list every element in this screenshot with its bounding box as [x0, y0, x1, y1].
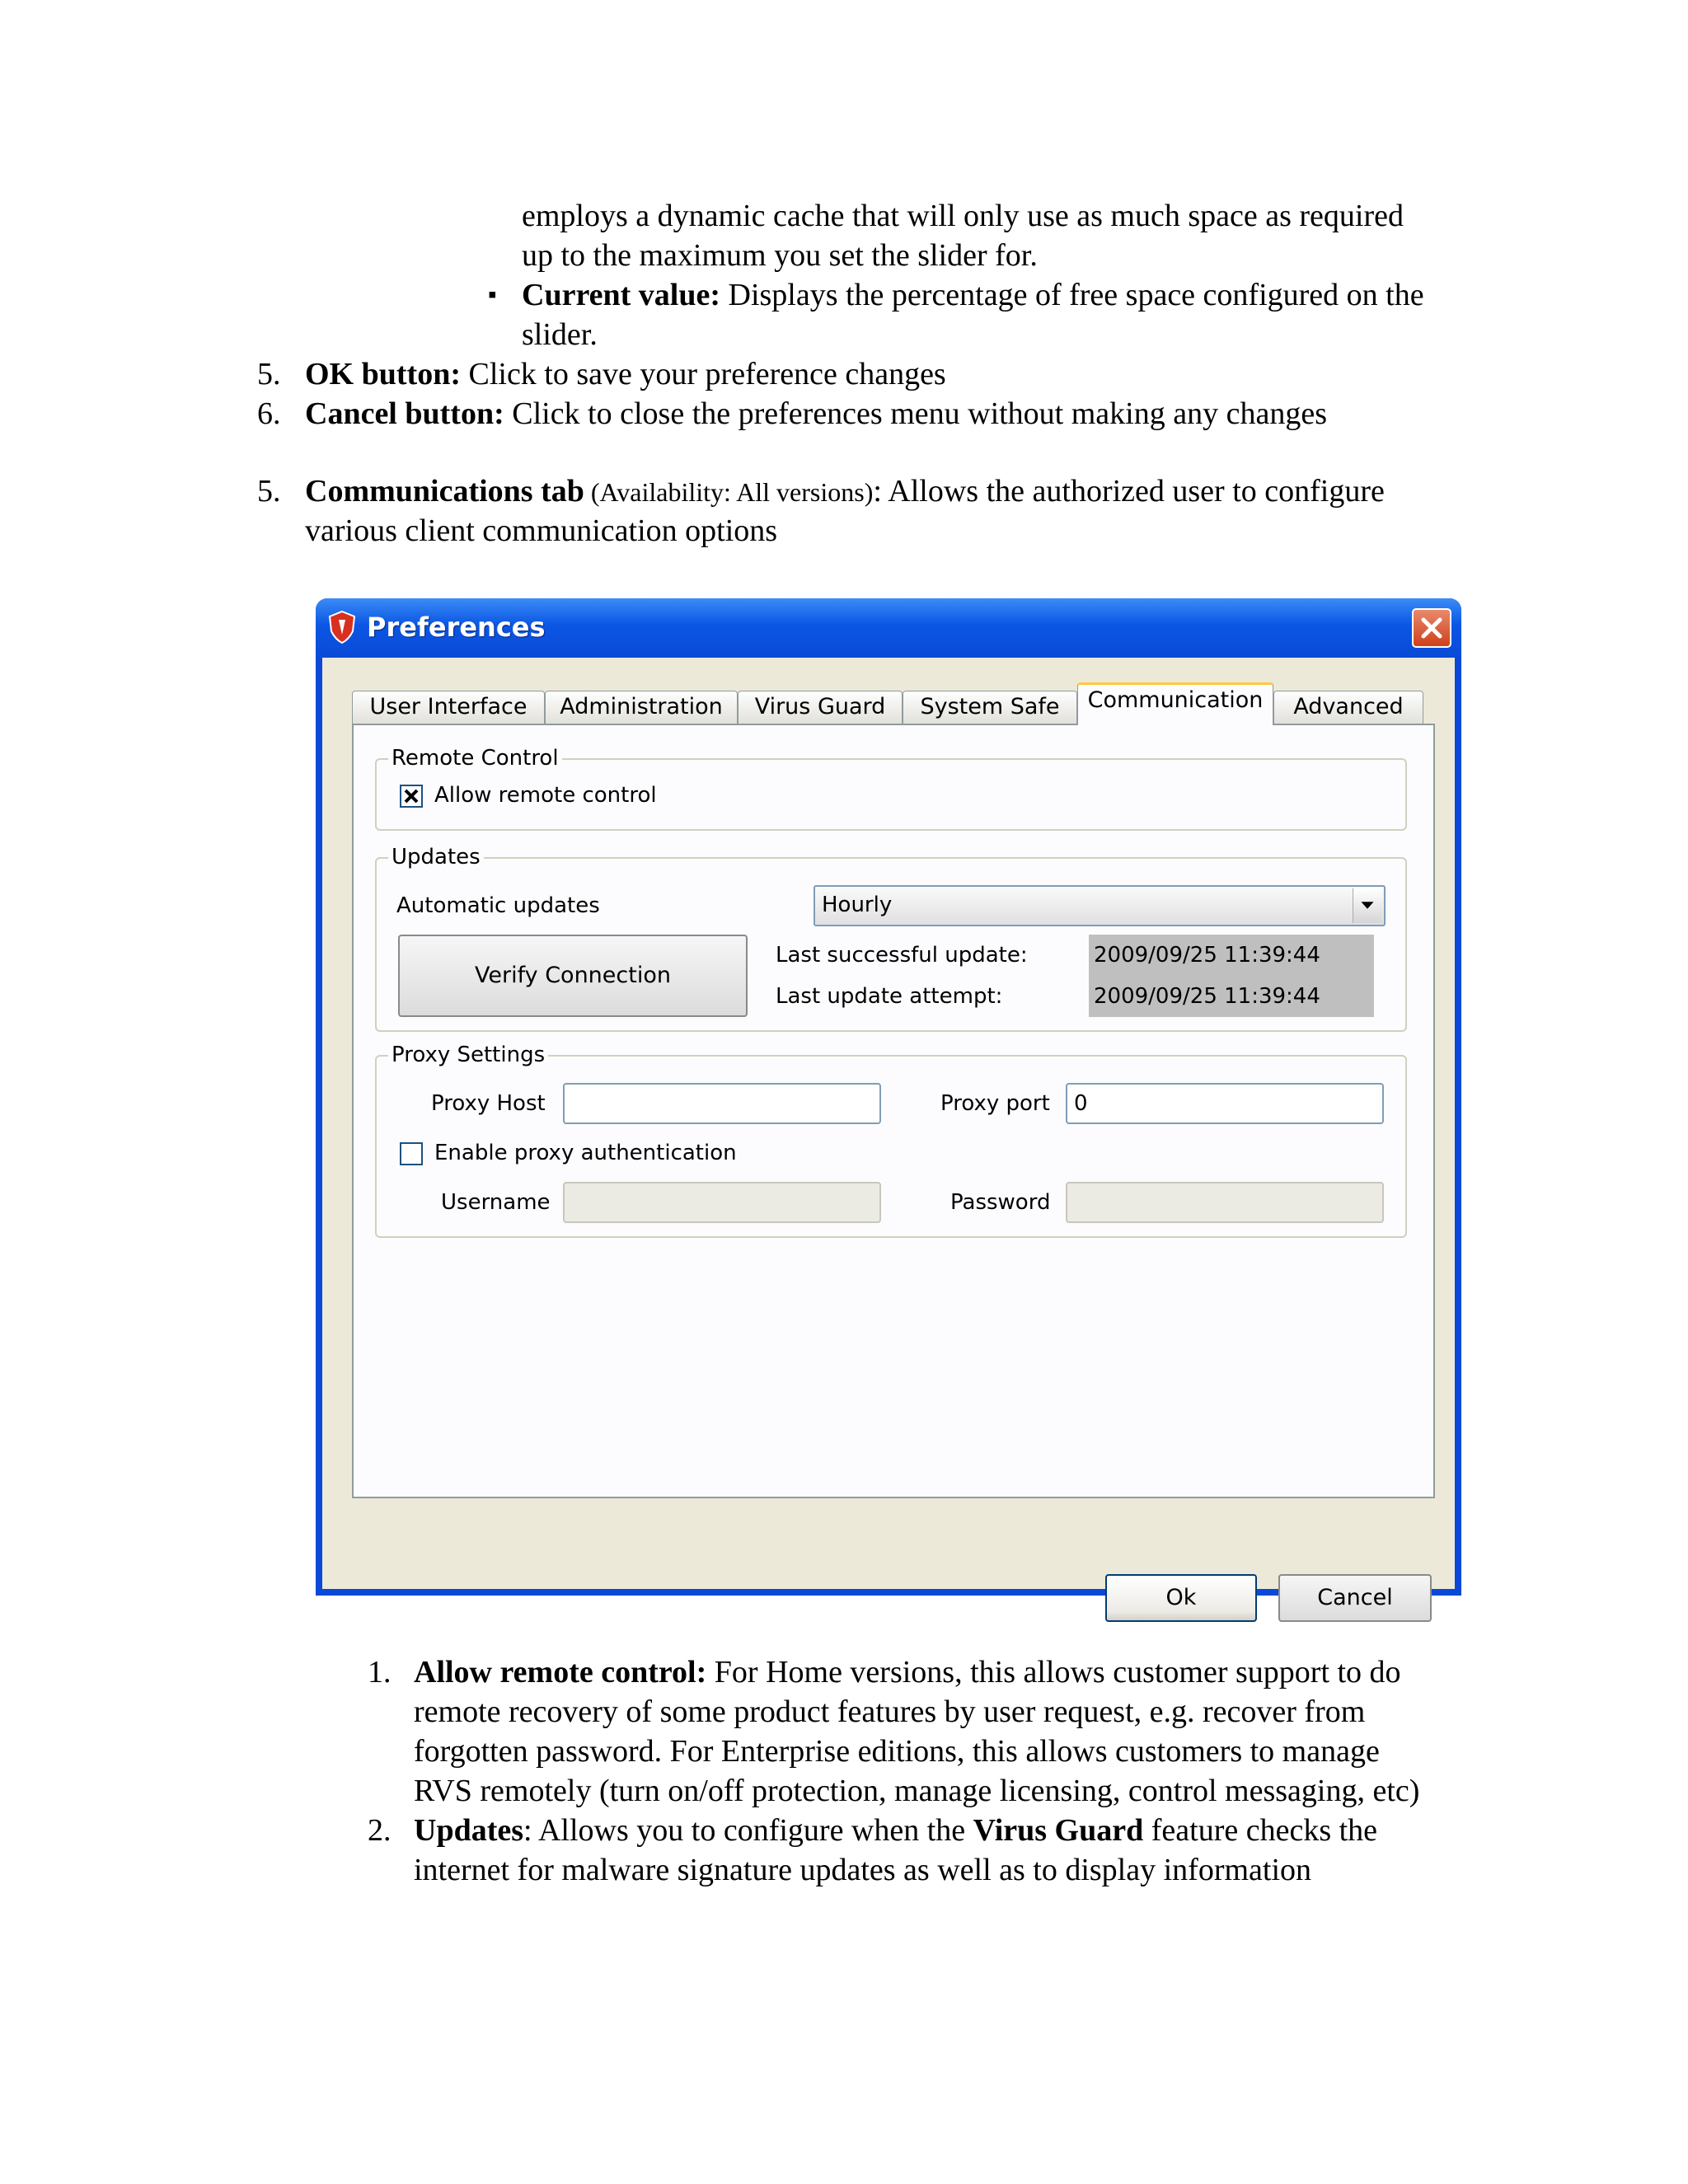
list1-line4: RVS remotely (turn on/off protection, manage licensing, control messaging, etc): [414, 1774, 1420, 1808]
list2-updates-desc: [414, 1811, 1377, 1850]
list1-line2: remote recovery of some product features by user request, e.g. recover from: [414, 1694, 1366, 1729]
last-update-attempt-label: Last update attempt:: [776, 984, 1003, 1009]
proxy-port-input[interactable]: [1066, 1083, 1384, 1124]
list2-number: 2.: [368, 1813, 392, 1848]
check-x-icon: [401, 786, 421, 806]
tab-system-safe[interactable]: System Safe: [903, 691, 1077, 724]
list2-label: Updates: [414, 1813, 524, 1848]
bullet-current-line2: slider.: [522, 317, 598, 352]
proxy-port-label: Proxy port: [940, 1091, 1050, 1116]
list1-allow-remote-desc: [414, 1652, 1401, 1692]
username-label: Username: [441, 1190, 551, 1215]
list2-text-b: feature checks the: [1143, 1813, 1378, 1848]
proxy-settings-group: [375, 1043, 1407, 1238]
item5-number: 5.: [257, 357, 281, 391]
automatic-updates-select[interactable]: [814, 885, 1386, 926]
enable-proxy-auth-label: Enable proxy authentication: [434, 1141, 737, 1165]
close-icon: [1414, 610, 1450, 646]
preferences-dialog: [316, 598, 1461, 1610]
item5-text: Click to save your preference changes: [460, 357, 946, 391]
list2-bold: Virus Guard: [973, 1813, 1144, 1848]
bullet-current-text: Displays the percentage of free space configured on the: [720, 278, 1424, 312]
dialog-title: Preferences: [367, 612, 546, 643]
item5-label: OK button:: [305, 357, 461, 391]
last-successful-update-value: 2009/09/25 11:39:44: [1089, 935, 1374, 976]
tab-virus-guard[interactable]: Virus Guard: [738, 691, 903, 724]
password-input[interactable]: [1066, 1182, 1384, 1223]
tab-advanced[interactable]: Advanced: [1273, 691, 1423, 724]
bullet-marker: ▪: [488, 281, 497, 308]
comm-number: 5.: [257, 474, 281, 509]
list2-text-a: : Allows you to configure when the: [523, 1813, 973, 1848]
top-continuation-line2: up to the maximum you set the slider for.: [522, 238, 1038, 273]
dialog-titlebar[interactable]: [316, 598, 1461, 658]
item6-number: 6.: [257, 396, 281, 431]
password-label: Password: [950, 1190, 1051, 1215]
enable-proxy-auth-checkbox[interactable]: [400, 1142, 423, 1165]
updates-legend: Updates: [388, 844, 484, 870]
tab-user-interface[interactable]: User Interface: [352, 691, 545, 724]
proxy-host-label: Proxy Host: [431, 1091, 546, 1116]
item6-label: Cancel button:: [305, 396, 504, 431]
tab-communication[interactable]: Communication: [1077, 682, 1273, 725]
bullet-current-label: Current value:: [522, 278, 720, 312]
list1-text: For Home versions, this allows customer support to do: [706, 1655, 1401, 1690]
dialog-client-area: [322, 658, 1455, 1610]
comm-label: Communications tab: [305, 474, 584, 509]
automatic-updates-label: Automatic updates: [396, 893, 600, 918]
list1-line3: forgotten password. For Enterprise editions, this allows customers to manage: [414, 1734, 1380, 1769]
verify-connection-button[interactable]: Verify Connection: [398, 935, 748, 1017]
allow-remote-control-checkbox[interactable]: [400, 785, 423, 808]
communication-panel: [352, 724, 1435, 1498]
comm-tab-desc: [305, 471, 1385, 512]
comm-text: : Allows the authorized user to configure: [873, 474, 1385, 509]
dropdown-button[interactable]: [1353, 888, 1382, 923]
item6-text: Click to close the preferences menu without making any changes: [504, 396, 1327, 431]
allow-remote-control-label: Allow remote control: [434, 783, 657, 808]
comm-availability: (Availability: All versions): [584, 477, 874, 507]
last-successful-update-label: Last successful update:: [776, 943, 1028, 968]
close-button[interactable]: [1412, 608, 1451, 648]
bullet-current-value: [522, 275, 1424, 315]
cancel-button[interactable]: Cancel: [1278, 1574, 1432, 1622]
top-continuation-line1: employs a dynamic cache that will only use as much space as required: [522, 199, 1404, 233]
list2-line2: internet for malware signature updates as well as to display information: [414, 1853, 1312, 1887]
list1-number: 1.: [368, 1655, 392, 1690]
item6-cancel-button-desc: [305, 394, 1327, 434]
chevron-down-icon: [1353, 888, 1381, 921]
updates-group: [375, 845, 1407, 1032]
shield-icon: [327, 610, 357, 644]
proxy-host-input[interactable]: [563, 1083, 881, 1124]
ok-button[interactable]: Ok: [1105, 1574, 1257, 1622]
tab-administration[interactable]: Administration: [545, 691, 738, 724]
remote-control-legend: Remote Control: [388, 745, 562, 771]
comm-tab-desc-line2: various client communication options: [305, 513, 778, 548]
proxy-settings-legend: Proxy Settings: [388, 1042, 548, 1068]
item5-ok-button-desc: [305, 354, 946, 394]
list1-label: Allow remote control:: [414, 1655, 707, 1690]
username-input[interactable]: [563, 1182, 881, 1223]
automatic-updates-value: Hourly: [822, 893, 893, 917]
last-update-attempt-value: 2009/09/25 11:39:44: [1089, 976, 1374, 1017]
remote-control-group: [375, 746, 1407, 831]
